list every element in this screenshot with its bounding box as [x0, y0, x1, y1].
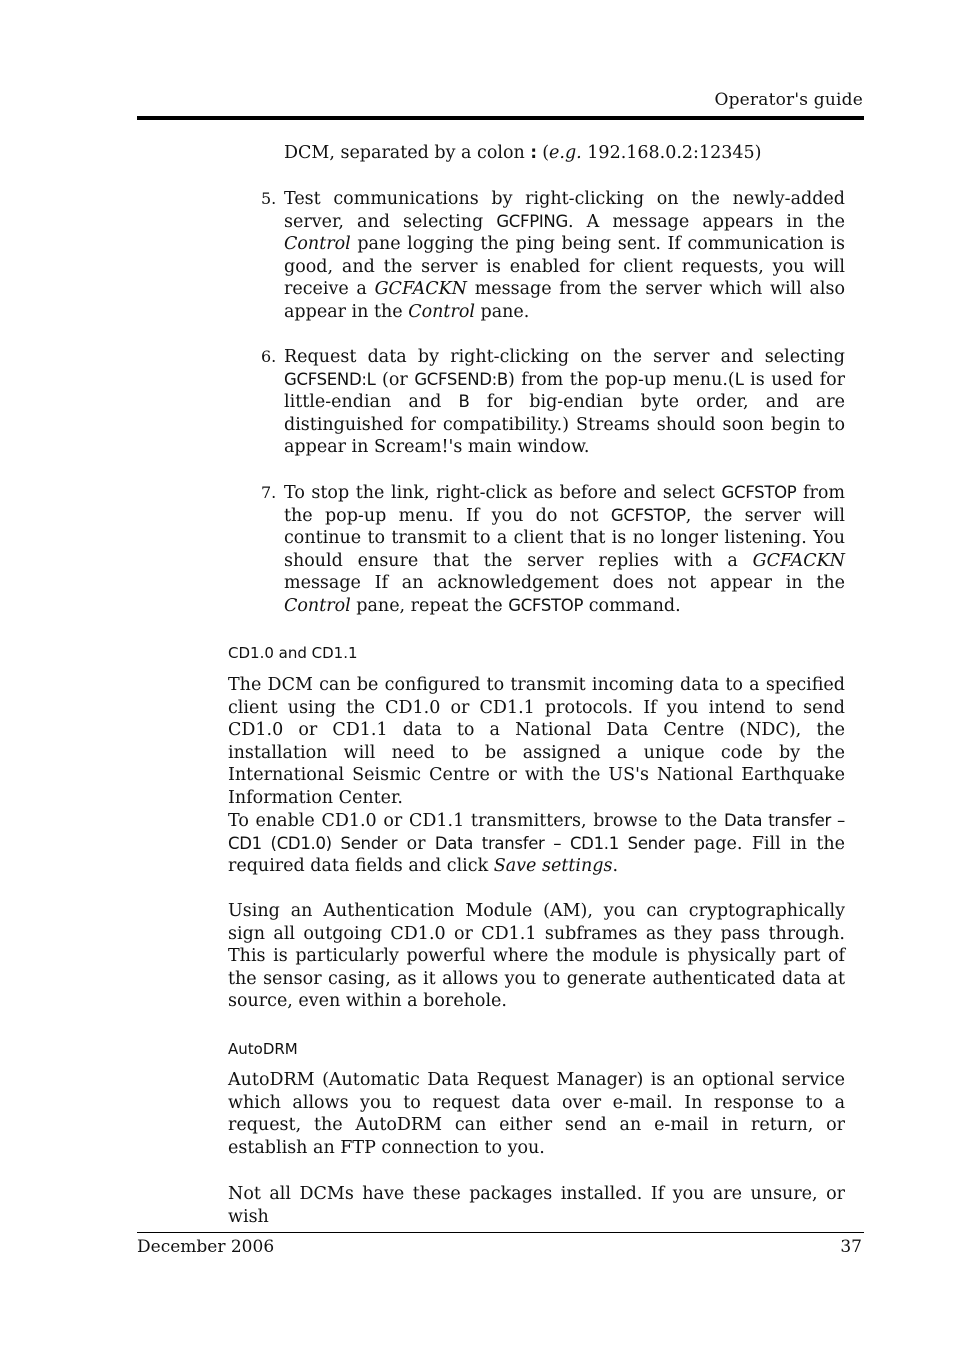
text-run: message from the server which will also appear in the: [284, 279, 846, 322]
cont-text-b: (: [536, 143, 550, 163]
text-run: (or: [375, 369, 415, 390]
text-run: , the server will continue to transmit to a client that is no longer listening. You should ensure that the server replies with a: [284, 505, 845, 571]
header-title: Operator's guide: [714, 90, 863, 110]
text-run: To enable CD1.0 or CD1.1 transmitters, browse to the: [228, 811, 724, 831]
footer-date: December 2006: [137, 1237, 275, 1257]
command-name: GCFSTOP: [721, 483, 797, 502]
pane-name: Control: [284, 234, 351, 254]
text-run: page. Fill in the required data fields and click: [228, 833, 845, 876]
command-name: GCFSEND:L: [284, 369, 376, 389]
list-text: [284, 482, 845, 617]
message-name: GCFACKN: [374, 279, 467, 299]
paragraph: [228, 810, 845, 878]
page-name-cd1-sender: Data transfer – CD1 (CD1.0) Sender: [228, 811, 845, 853]
text-run: message If an acknowledgement does not appear in the: [284, 573, 845, 593]
paragraph: Not all DCMs have these packages installed. If you are unsure, or wish: [228, 1184, 845, 1227]
list-number: 6.: [261, 347, 277, 366]
text-run: pane, repeat the: [350, 595, 509, 616]
paragraph: Using an Authentication Module (AM), you can cryptographically sign all outgoing CD1.0 or CD1.1 subframes as they pass through. This is particularly powerful where the module is physically part of the sensor casing, as it allows you to generate authenticated data at source, even within a borehole.: [228, 901, 845, 1011]
cont-colon: :: [530, 143, 537, 162]
text-run: pane logging the ping being sent. If communication is good, and the server is enabled for client requests, you will receive a: [284, 234, 845, 299]
text-run: or: [397, 833, 435, 854]
text-run: for big-endian byte order, and are distinguished for compatibility.) Streams should soon begin to appear in Scream!'s main window.: [284, 392, 845, 457]
text-run: .: [612, 856, 619, 876]
pane-name: Control: [284, 595, 351, 616]
list-text: [284, 188, 845, 323]
pane-name: Control: [408, 301, 475, 322]
cont-eg: e.g.: [549, 143, 582, 163]
text-run: ) from the pop-up menu.(: [507, 369, 735, 390]
header-rule: [137, 116, 864, 120]
list-number: 7.: [261, 483, 277, 502]
text-run: To stop the link, right-click as before and select: [284, 483, 722, 503]
command-name: GCFPING: [496, 211, 568, 231]
text-run: pane.: [474, 301, 530, 322]
paragraph: The DCM can be configured to transmit incoming data to a specified client using the CD1.0 or CD1.1 protocols. If you intend to send CD1.0 or CD1.1 data to a National Data Centre (NDC), the installation will need to be assigned a unique code by the International Seismic Centre or with the US's National Earthquake Information Center.: [228, 675, 845, 808]
cont-text-a: DCM, separated by a colon: [284, 143, 531, 163]
command-name: L: [734, 369, 744, 389]
paragraph: AutoDRM (Automatic Data Request Manager) is an optional service which allows you to request data over e-mail. In response to a request, the AutoDRM can either send an e-mail in return, or establish an FTP connection to you.: [228, 1070, 845, 1158]
text-run: from the pop-up menu. If you do not: [284, 483, 845, 526]
page-name-cd11-sender: Data transfer – CD1.1 Sender: [434, 833, 685, 853]
text-run: . A message appears in the: [567, 211, 845, 232]
section-heading-autodrm: AutoDRM: [228, 1040, 298, 1058]
text-run: Request data by right-clicking on the server and selecting: [284, 347, 845, 367]
command-name: GCFSTOP: [610, 505, 686, 525]
text-run: command.: [583, 595, 681, 616]
command-name: GCFSTOP: [508, 595, 584, 615]
message-name: GCFACKN: [752, 550, 845, 571]
text-run: Test communications by right-clicking on the newly-added server, and selecting: [284, 189, 845, 232]
command-name: B: [458, 392, 470, 411]
command-name: GCFSEND:B: [414, 369, 508, 389]
list-text: [284, 346, 845, 459]
cont-example: 192.168.0.2:12345): [581, 143, 762, 163]
footer-rule: [137, 1232, 864, 1233]
button-name-save-settings: Save settings: [493, 856, 613, 876]
page-number: 37: [840, 1237, 862, 1257]
section-heading-cd1: CD1.0 and CD1.1: [228, 644, 358, 662]
continued-text: [284, 142, 845, 165]
list-number: 5.: [261, 189, 277, 208]
text-run: is used for little-endian and: [284, 369, 845, 412]
